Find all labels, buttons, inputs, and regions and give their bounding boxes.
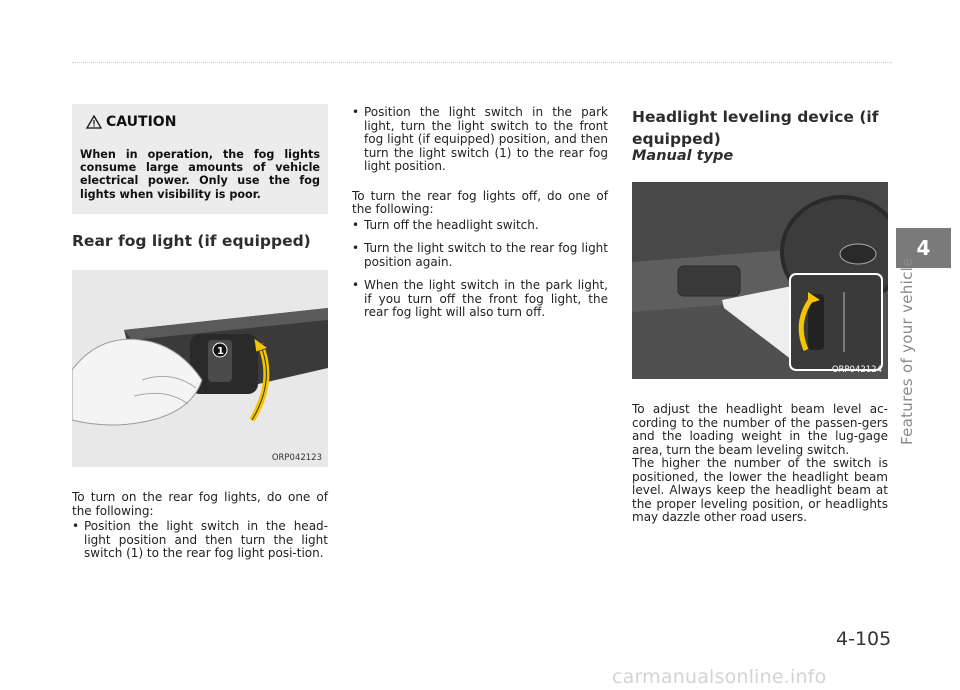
caution-title: CAUTION [106,114,177,130]
rear-fog-switch-figure [72,270,328,467]
dashboard-illustration [632,182,888,379]
caution-header [86,114,176,130]
bullet-item: • Position the light switch in the head-light position and then turn the light switch (1) to the rear fog light posi-tion. [72,520,328,561]
rear-fog-heading: Rear fog light (if equipped) [72,232,311,250]
figure-caption: ORP042124 [831,365,882,375]
rear-fog-intro: To turn on the rear fog lights, do one of the following: [72,490,328,518]
warning-triangle-icon [86,115,102,129]
leveling-paragraph-2: The higher the number of the switch is positioned, the lower the headlight beam level. Always keep the headlight beam at the proper leveling position, or headlights may dazzle other road users. [632,456,888,524]
caution-text: When in operation, the fog lights consume large amounts of vehicle electrical power. Only use the fog lights when visibility is poor. [80,148,320,201]
bullet-item: • Turn off the headlight switch. [352,219,608,233]
figure-caption: ORP042123 [271,453,322,463]
leveling-text-block [632,403,888,525]
bullet-item: • Turn the light switch to the rear fog light position again. [352,242,608,269]
callout-label: 1 [217,346,224,357]
bullet-item: • When the light switch in the park light, if you turn off the front fog light, the rear fog light will also turn off. [352,279,608,320]
top-divider [72,62,892,63]
leveling-subheading: Manual type [632,148,734,164]
watermark: carmanualsonline.info [612,666,827,688]
rear-fog-intro-block [72,491,328,571]
page-number: 4-105 [836,628,892,650]
leveling-heading: Headlight leveling device (if equipped) [632,108,879,148]
rear-fog-off-intro: To turn the rear fog lights off, do one of the following: [352,188,608,216]
leveling-paragraph-1: To adjust the headlight beam level ac-cording to the number of the passen-gers and the loading weight in the lug-gage area, turn the beam leveling switch. [632,402,888,457]
rear-fog-column-2 [352,106,608,330]
chapter-title: Features of your vehicle [898,257,916,445]
chapter-tab: 4 [896,228,951,268]
light-stalk-illustration [72,270,328,467]
bullet-item: • Position the light switch in the park light, turn the light switch to the front fog light (if equipped) position, and then turn the light switch (1) to the rear fog light position. [352,106,608,174]
caution-box [72,104,328,214]
leveling-switch-figure [632,182,888,379]
